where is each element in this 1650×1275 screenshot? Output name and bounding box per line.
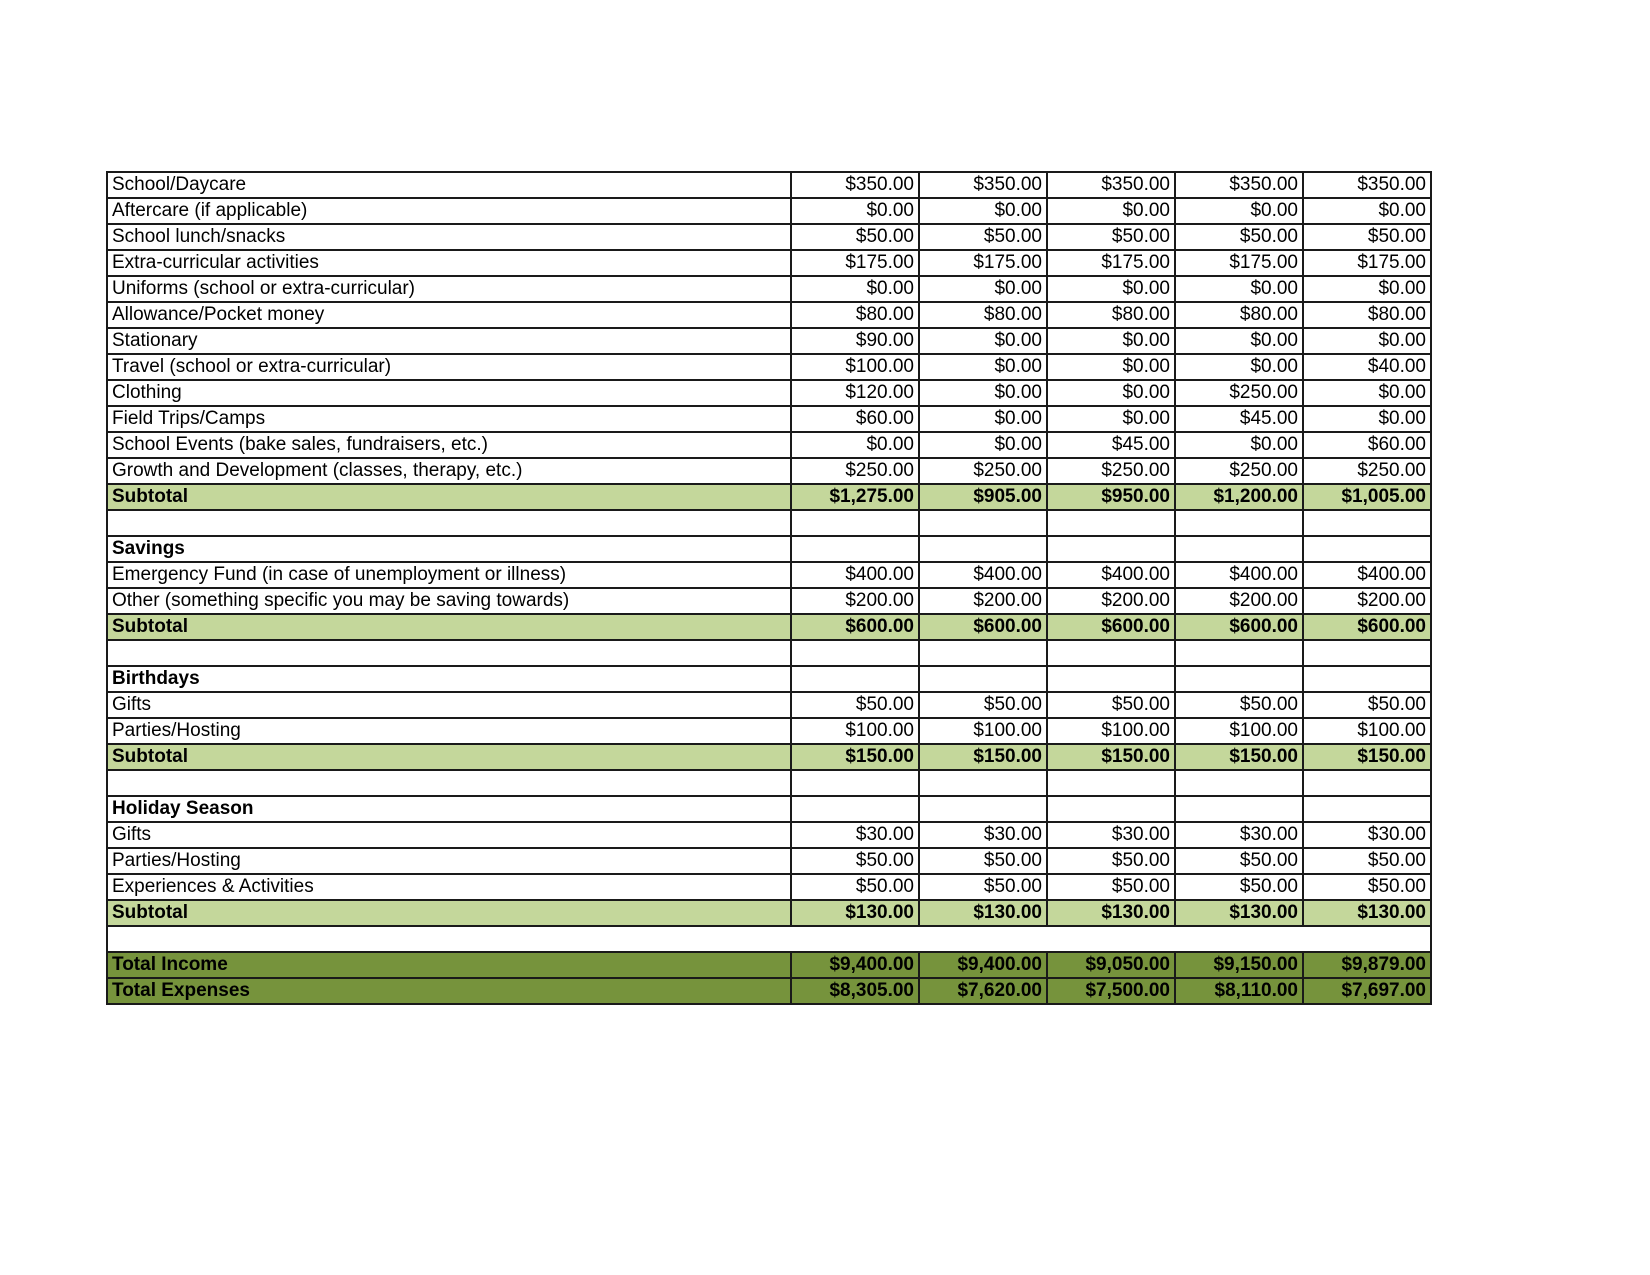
subtotal-label: Subtotal bbox=[107, 900, 791, 926]
amount-cell: $30.00 bbox=[919, 822, 1047, 848]
row-label: School lunch/snacks bbox=[107, 224, 791, 250]
amount-cell: $30.00 bbox=[1175, 822, 1303, 848]
amount-cell: $80.00 bbox=[1303, 302, 1431, 328]
amount-cell: $0.00 bbox=[1303, 276, 1431, 302]
amount-cell: $8,305.00 bbox=[791, 978, 919, 1004]
amount-cell: $9,879.00 bbox=[1303, 952, 1431, 978]
row-label: School Events (bake sales, fundraisers, etc.) bbox=[107, 432, 791, 458]
table-row bbox=[107, 692, 1431, 718]
amount-cell: $0.00 bbox=[1047, 198, 1175, 224]
empty-cell bbox=[107, 510, 791, 536]
amount-cell: $600.00 bbox=[1175, 614, 1303, 640]
row-label: Clothing bbox=[107, 380, 791, 406]
amount-cell: $7,500.00 bbox=[1047, 978, 1175, 1004]
amount-cell: $1,275.00 bbox=[791, 484, 919, 510]
amount-cell: $50.00 bbox=[919, 848, 1047, 874]
amount-cell: $0.00 bbox=[1047, 354, 1175, 380]
empty-cell bbox=[1175, 536, 1303, 562]
empty-cell bbox=[107, 770, 791, 796]
amount-cell: $200.00 bbox=[1303, 588, 1431, 614]
amount-cell: $600.00 bbox=[1047, 614, 1175, 640]
subtotal-label: Subtotal bbox=[107, 614, 791, 640]
amount-cell: $0.00 bbox=[919, 328, 1047, 354]
empty-cell bbox=[791, 796, 919, 822]
amount-cell: $50.00 bbox=[1175, 874, 1303, 900]
amount-cell: $350.00 bbox=[919, 172, 1047, 198]
amount-cell: $50.00 bbox=[1303, 692, 1431, 718]
amount-cell: $50.00 bbox=[1303, 874, 1431, 900]
subtotal-row bbox=[107, 744, 1431, 770]
empty-cell bbox=[1047, 796, 1175, 822]
empty-cell bbox=[1303, 510, 1431, 536]
amount-cell: $60.00 bbox=[1303, 432, 1431, 458]
amount-cell: $0.00 bbox=[1303, 406, 1431, 432]
empty-cell bbox=[1047, 640, 1175, 666]
row-label: Stationary bbox=[107, 328, 791, 354]
empty-cell bbox=[1175, 640, 1303, 666]
row-label: Growth and Development (classes, therapy, etc.) bbox=[107, 458, 791, 484]
row-label: Field Trips/Camps bbox=[107, 406, 791, 432]
amount-cell: $80.00 bbox=[1175, 302, 1303, 328]
section-header-row bbox=[107, 796, 1431, 822]
amount-cell: $30.00 bbox=[791, 822, 919, 848]
table-row bbox=[107, 380, 1431, 406]
amount-cell: $150.00 bbox=[1047, 744, 1175, 770]
table-row bbox=[107, 406, 1431, 432]
amount-cell: $100.00 bbox=[791, 354, 919, 380]
amount-cell: $0.00 bbox=[791, 432, 919, 458]
amount-cell: $130.00 bbox=[1047, 900, 1175, 926]
spacer-row bbox=[107, 510, 1431, 536]
amount-cell: $50.00 bbox=[1175, 848, 1303, 874]
amount-cell: $130.00 bbox=[919, 900, 1047, 926]
amount-cell: $0.00 bbox=[791, 276, 919, 302]
row-label: Allowance/Pocket money bbox=[107, 302, 791, 328]
empty-cell bbox=[919, 666, 1047, 692]
table-row bbox=[107, 172, 1431, 198]
empty-cell bbox=[107, 640, 791, 666]
row-label: Experiences & Activities bbox=[107, 874, 791, 900]
section-header-row bbox=[107, 666, 1431, 692]
amount-cell: $0.00 bbox=[919, 432, 1047, 458]
empty-cell bbox=[1175, 770, 1303, 796]
row-label: Emergency Fund (in case of unemployment or illness) bbox=[107, 562, 791, 588]
amount-cell: $0.00 bbox=[919, 276, 1047, 302]
amount-cell: $200.00 bbox=[791, 588, 919, 614]
amount-cell: $45.00 bbox=[1047, 432, 1175, 458]
amount-cell: $250.00 bbox=[1175, 458, 1303, 484]
amount-cell: $0.00 bbox=[1175, 432, 1303, 458]
amount-cell: $175.00 bbox=[791, 250, 919, 276]
table-row bbox=[107, 718, 1431, 744]
amount-cell: $50.00 bbox=[791, 848, 919, 874]
amount-cell: $350.00 bbox=[1303, 172, 1431, 198]
total-row bbox=[107, 978, 1431, 1004]
amount-cell: $0.00 bbox=[1047, 406, 1175, 432]
amount-cell: $50.00 bbox=[1175, 692, 1303, 718]
row-label: Travel (school or extra-curricular) bbox=[107, 354, 791, 380]
amount-cell: $7,697.00 bbox=[1303, 978, 1431, 1004]
amount-cell: $100.00 bbox=[791, 718, 919, 744]
empty-cell bbox=[919, 536, 1047, 562]
total-row bbox=[107, 952, 1431, 978]
amount-cell: $50.00 bbox=[1175, 224, 1303, 250]
amount-cell: $0.00 bbox=[919, 198, 1047, 224]
empty-cell bbox=[919, 770, 1047, 796]
subtotal-row bbox=[107, 484, 1431, 510]
amount-cell: $130.00 bbox=[1175, 900, 1303, 926]
amount-cell: $9,150.00 bbox=[1175, 952, 1303, 978]
row-label: Other (something specific you may be saving towards) bbox=[107, 588, 791, 614]
amount-cell: $0.00 bbox=[1175, 198, 1303, 224]
amount-cell: $8,110.00 bbox=[1175, 978, 1303, 1004]
amount-cell: $9,400.00 bbox=[791, 952, 919, 978]
amount-cell: $9,050.00 bbox=[1047, 952, 1175, 978]
table-row bbox=[107, 562, 1431, 588]
table-row bbox=[107, 302, 1431, 328]
section-title: Holiday Season bbox=[107, 796, 791, 822]
budget-table bbox=[106, 171, 1432, 1005]
table-row bbox=[107, 822, 1431, 848]
amount-cell: $100.00 bbox=[919, 718, 1047, 744]
amount-cell: $175.00 bbox=[1303, 250, 1431, 276]
amount-cell: $0.00 bbox=[1175, 354, 1303, 380]
amount-cell: $600.00 bbox=[919, 614, 1047, 640]
spacer-cell bbox=[107, 926, 1431, 952]
spacer-row bbox=[107, 640, 1431, 666]
amount-cell: $50.00 bbox=[1303, 224, 1431, 250]
amount-cell: $400.00 bbox=[1047, 562, 1175, 588]
amount-cell: $100.00 bbox=[1175, 718, 1303, 744]
table-row bbox=[107, 328, 1431, 354]
row-label: Uniforms (school or extra-curricular) bbox=[107, 276, 791, 302]
amount-cell: $0.00 bbox=[1175, 328, 1303, 354]
amount-cell: $100.00 bbox=[1303, 718, 1431, 744]
amount-cell: $1,200.00 bbox=[1175, 484, 1303, 510]
section-header-row bbox=[107, 536, 1431, 562]
empty-cell bbox=[791, 536, 919, 562]
empty-cell bbox=[791, 770, 919, 796]
row-label: Extra-curricular activities bbox=[107, 250, 791, 276]
table-row bbox=[107, 250, 1431, 276]
amount-cell: $250.00 bbox=[1175, 380, 1303, 406]
amount-cell: $0.00 bbox=[1303, 380, 1431, 406]
empty-cell bbox=[791, 666, 919, 692]
amount-cell: $45.00 bbox=[1175, 406, 1303, 432]
amount-cell: $0.00 bbox=[1303, 328, 1431, 354]
amount-cell: $175.00 bbox=[1047, 250, 1175, 276]
empty-cell bbox=[791, 510, 919, 536]
amount-cell: $250.00 bbox=[791, 458, 919, 484]
subtotal-row bbox=[107, 900, 1431, 926]
amount-cell: $175.00 bbox=[919, 250, 1047, 276]
amount-cell: $905.00 bbox=[919, 484, 1047, 510]
amount-cell: $600.00 bbox=[1303, 614, 1431, 640]
empty-cell bbox=[1175, 510, 1303, 536]
empty-cell bbox=[1303, 640, 1431, 666]
table-row bbox=[107, 874, 1431, 900]
amount-cell: $350.00 bbox=[1047, 172, 1175, 198]
amount-cell: $1,005.00 bbox=[1303, 484, 1431, 510]
table-row bbox=[107, 848, 1431, 874]
empty-cell bbox=[791, 640, 919, 666]
amount-cell: $600.00 bbox=[791, 614, 919, 640]
amount-cell: $100.00 bbox=[1047, 718, 1175, 744]
amount-cell: $0.00 bbox=[919, 354, 1047, 380]
table-row bbox=[107, 198, 1431, 224]
empty-cell bbox=[919, 796, 1047, 822]
amount-cell: $350.00 bbox=[1175, 172, 1303, 198]
amount-cell: $9,400.00 bbox=[919, 952, 1047, 978]
empty-cell bbox=[1047, 536, 1175, 562]
amount-cell: $80.00 bbox=[1047, 302, 1175, 328]
amount-cell: $120.00 bbox=[791, 380, 919, 406]
amount-cell: $400.00 bbox=[1303, 562, 1431, 588]
amount-cell: $50.00 bbox=[919, 692, 1047, 718]
table-row bbox=[107, 276, 1431, 302]
amount-cell: $50.00 bbox=[919, 874, 1047, 900]
amount-cell: $350.00 bbox=[791, 172, 919, 198]
table-row bbox=[107, 588, 1431, 614]
amount-cell: $0.00 bbox=[1175, 276, 1303, 302]
amount-cell: $50.00 bbox=[791, 224, 919, 250]
empty-cell bbox=[1303, 666, 1431, 692]
row-label: Parties/Hosting bbox=[107, 848, 791, 874]
row-label: Parties/Hosting bbox=[107, 718, 791, 744]
budget-table-body bbox=[107, 172, 1431, 1004]
subtotal-row bbox=[107, 614, 1431, 640]
amount-cell: $150.00 bbox=[1175, 744, 1303, 770]
amount-cell: $150.00 bbox=[791, 744, 919, 770]
amount-cell: $200.00 bbox=[1047, 588, 1175, 614]
amount-cell: $50.00 bbox=[1047, 874, 1175, 900]
amount-cell: $80.00 bbox=[791, 302, 919, 328]
amount-cell: $250.00 bbox=[1303, 458, 1431, 484]
table-row bbox=[107, 458, 1431, 484]
spacer-row bbox=[107, 770, 1431, 796]
amount-cell: $80.00 bbox=[919, 302, 1047, 328]
amount-cell: $200.00 bbox=[1175, 588, 1303, 614]
amount-cell: $150.00 bbox=[919, 744, 1047, 770]
amount-cell: $0.00 bbox=[1047, 276, 1175, 302]
empty-cell bbox=[1047, 770, 1175, 796]
amount-cell: $0.00 bbox=[919, 380, 1047, 406]
amount-cell: $7,620.00 bbox=[919, 978, 1047, 1004]
empty-cell bbox=[1175, 666, 1303, 692]
amount-cell: $50.00 bbox=[1303, 848, 1431, 874]
empty-cell bbox=[1047, 666, 1175, 692]
amount-cell: $950.00 bbox=[1047, 484, 1175, 510]
empty-cell bbox=[1047, 510, 1175, 536]
row-label: School/Daycare bbox=[107, 172, 791, 198]
amount-cell: $50.00 bbox=[919, 224, 1047, 250]
table-row bbox=[107, 432, 1431, 458]
section-title: Savings bbox=[107, 536, 791, 562]
amount-cell: $0.00 bbox=[1047, 380, 1175, 406]
amount-cell: $175.00 bbox=[1175, 250, 1303, 276]
amount-cell: $0.00 bbox=[1047, 328, 1175, 354]
amount-cell: $30.00 bbox=[1047, 822, 1175, 848]
empty-cell bbox=[919, 640, 1047, 666]
amount-cell: $50.00 bbox=[1047, 224, 1175, 250]
amount-cell: $90.00 bbox=[791, 328, 919, 354]
section-title: Birthdays bbox=[107, 666, 791, 692]
amount-cell: $130.00 bbox=[1303, 900, 1431, 926]
amount-cell: $400.00 bbox=[919, 562, 1047, 588]
amount-cell: $400.00 bbox=[1175, 562, 1303, 588]
row-label: Gifts bbox=[107, 822, 791, 848]
amount-cell: $40.00 bbox=[1303, 354, 1431, 380]
amount-cell: $200.00 bbox=[919, 588, 1047, 614]
amount-cell: $250.00 bbox=[919, 458, 1047, 484]
amount-cell: $130.00 bbox=[791, 900, 919, 926]
amount-cell: $150.00 bbox=[1303, 744, 1431, 770]
empty-cell bbox=[1303, 796, 1431, 822]
amount-cell: $50.00 bbox=[1047, 848, 1175, 874]
empty-cell bbox=[1303, 770, 1431, 796]
amount-cell: $0.00 bbox=[791, 198, 919, 224]
amount-cell: $50.00 bbox=[1047, 692, 1175, 718]
total-label: Total Income bbox=[107, 952, 791, 978]
row-label: Gifts bbox=[107, 692, 791, 718]
empty-cell bbox=[1175, 796, 1303, 822]
spacer-row bbox=[107, 926, 1431, 952]
empty-cell bbox=[919, 510, 1047, 536]
amount-cell: $0.00 bbox=[919, 406, 1047, 432]
table-row bbox=[107, 354, 1431, 380]
amount-cell: $250.00 bbox=[1047, 458, 1175, 484]
subtotal-label: Subtotal bbox=[107, 744, 791, 770]
row-label: Aftercare (if applicable) bbox=[107, 198, 791, 224]
amount-cell: $50.00 bbox=[791, 874, 919, 900]
amount-cell: $30.00 bbox=[1303, 822, 1431, 848]
subtotal-label: Subtotal bbox=[107, 484, 791, 510]
amount-cell: $400.00 bbox=[791, 562, 919, 588]
amount-cell: $50.00 bbox=[791, 692, 919, 718]
empty-cell bbox=[1303, 536, 1431, 562]
amount-cell: $60.00 bbox=[791, 406, 919, 432]
total-label: Total Expenses bbox=[107, 978, 791, 1004]
amount-cell: $0.00 bbox=[1303, 198, 1431, 224]
table-row bbox=[107, 224, 1431, 250]
